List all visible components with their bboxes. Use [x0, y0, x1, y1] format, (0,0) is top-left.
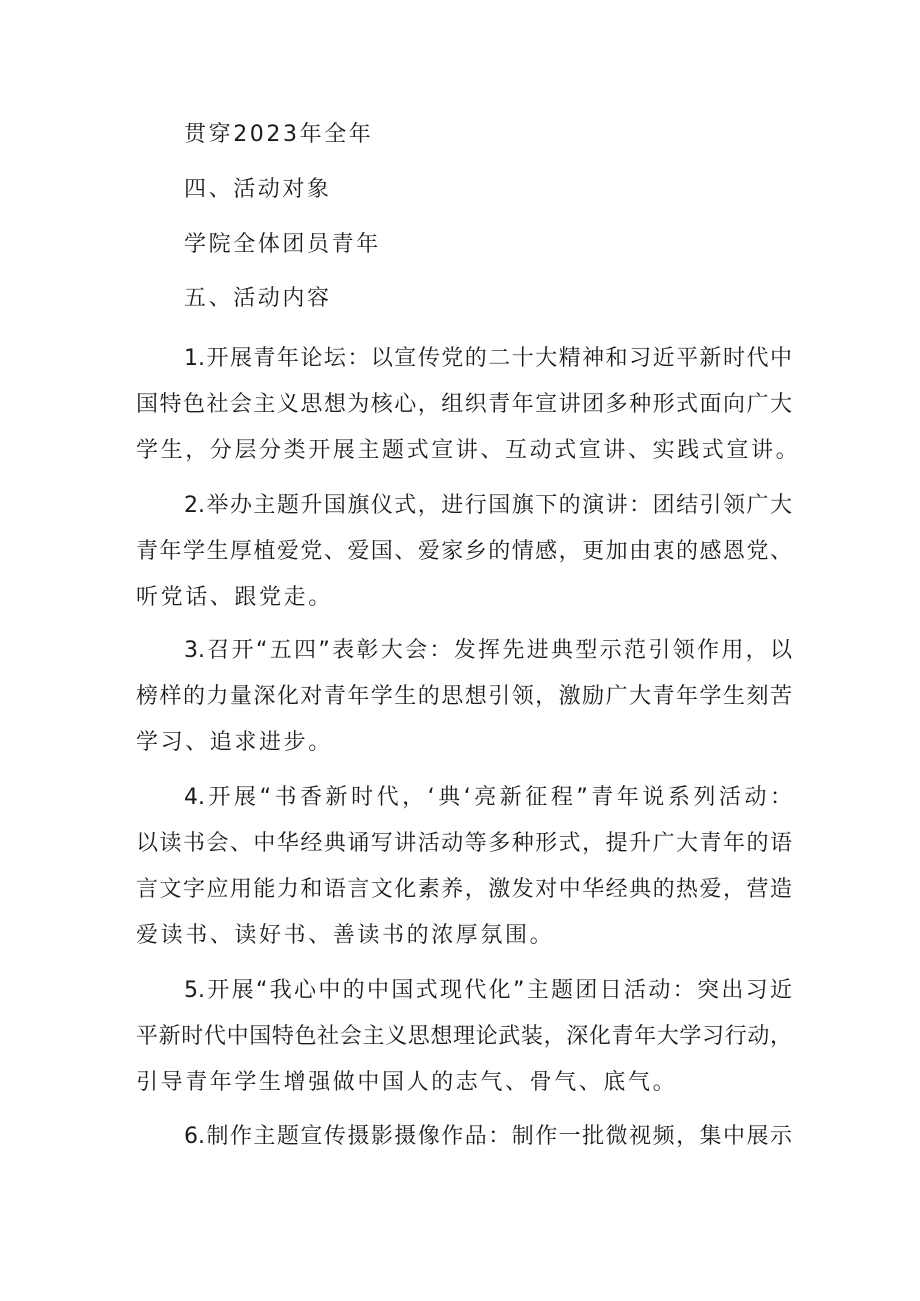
item-2-line-1: 2.举办主题升国旗仪式，进行国旗下的演讲：团结引领广大 — [184, 493, 792, 518]
schedule-text: 贯穿2023年全年 — [184, 122, 374, 147]
section-heading-4: 四、活动对象 — [184, 177, 332, 202]
item-5-line-2: 平新时代中国特色社会主义思想理论武装，深化青年大学习行动， — [136, 1024, 792, 1049]
item-3-line-2: 榜样的力量深化对青年学生的思想引领，激励广大青年学生刻苦 — [136, 684, 792, 709]
item-2-line-3: 听党话、跟党走。 — [136, 585, 333, 610]
item-1-line-2: 国特色社会主义思想为核心，组织青年宣讲团多种形式面向广大 — [136, 392, 792, 417]
target-text: 学院全体团员青年 — [184, 232, 381, 257]
item-2-line-2: 青年学生厚植爱党、爱国、爱家乡的情感，更加由衷的感恩党、 — [136, 539, 792, 564]
item-5-line-1: 5.开展“我心中的中国式现代化”主题团日活动：突出习近 — [184, 978, 792, 1003]
item-6-line-1: 6.制作主题宣传摄影摄像作品：制作一批微视频，集中展示 — [184, 1124, 792, 1149]
item-4-line-1: 4.开展“书香新时代，‘典‘亮新征程”青年说系列活动： — [184, 785, 792, 810]
item-3-line-1: 3.召开“五四”表彰大会：发挥先进典型示范引领作用，以 — [184, 638, 792, 663]
item-3-line-3: 学习、追求进步。 — [136, 730, 333, 755]
item-4-line-4: 爱读书、读好书、善读书的浓厚氛围。 — [136, 923, 555, 948]
item-1-line-1: 1.开展青年论坛：以宣传党的二十大精神和习近平新时代中 — [184, 346, 792, 371]
section-heading-5: 五、活动内容 — [184, 286, 332, 311]
item-4-line-2: 以读书会、中华经典诵写讲活动等多种形式，提升广大青年的语 — [136, 831, 792, 856]
item-4-line-3: 言文字应用能力和语言文化素养，激发对中华经典的热爱，营造 — [136, 877, 792, 902]
item-5-line-3: 引导青年学生增强做中国人的志气、骨气、底气。 — [136, 1070, 678, 1095]
item-1-line-3: 学生，分层分类开展主题式宣讲、互动式宣讲、实践式宣讲。 — [136, 438, 801, 463]
